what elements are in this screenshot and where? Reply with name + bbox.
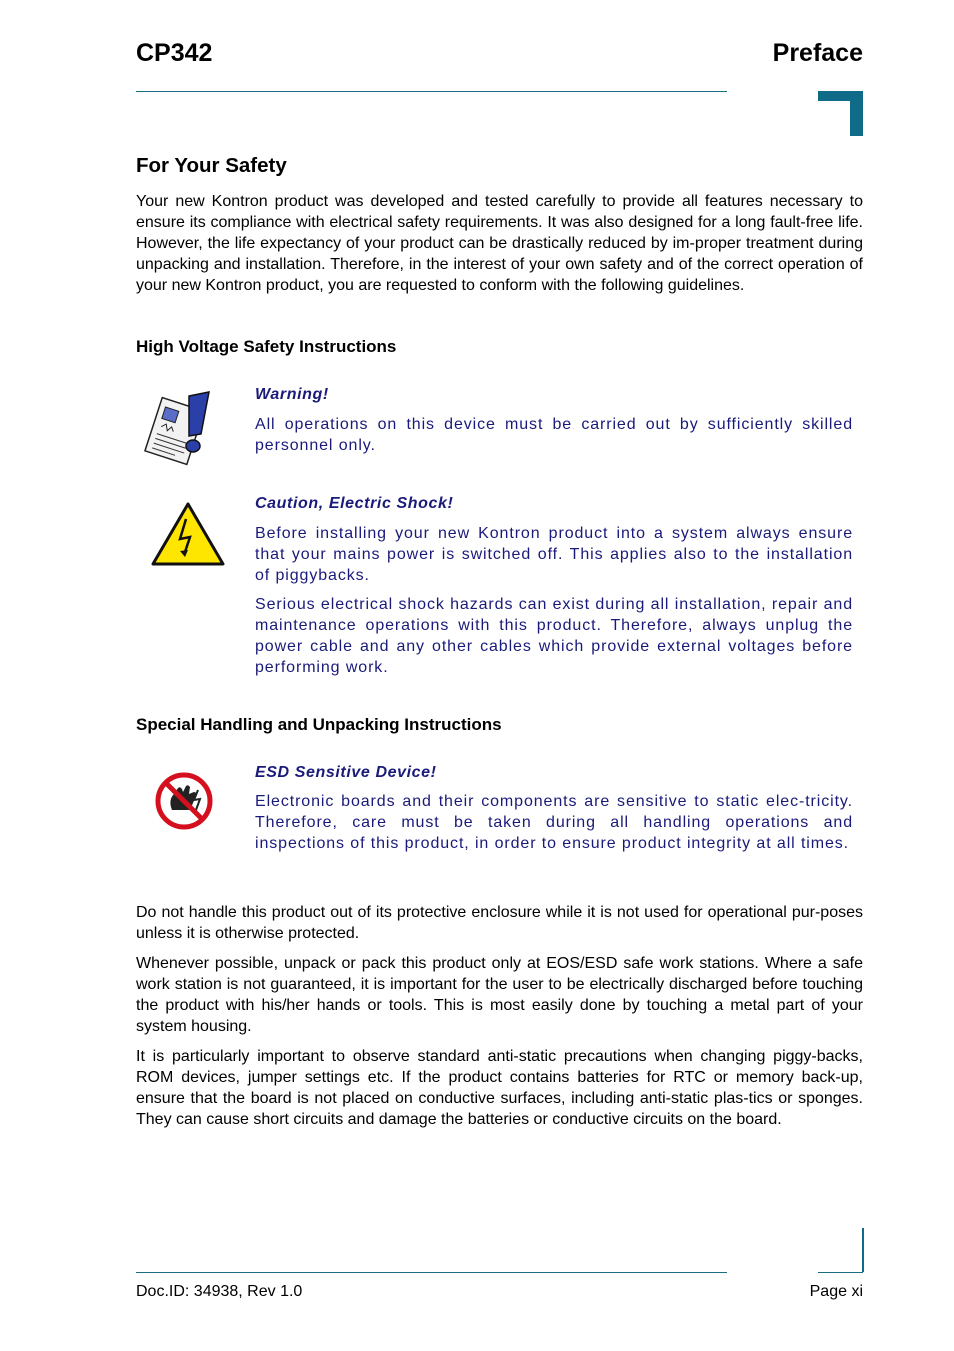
footer-page-number: Page xi: [809, 1283, 863, 1300]
warning-document-icon: [143, 388, 221, 468]
esd-prohibited-icon: [154, 770, 214, 832]
handling-paragraph-2: Whenever possible, unpack or pack this product only at EOS/ESD safe work stations. Where a safe work station is not guaranteed, it is important for the user to be electrically discharged before touching the product with his/her hands or tools. This is most easily done by touching a metal part of your system housing.: [136, 955, 863, 1035]
special-handling-heading: Special Handling and Unpacking Instructions: [136, 715, 502, 734]
handling-paragraph-1: Do not handle this product out of its protective enclosure while it is not used for operational pur-poses unless it is otherwise protected.: [136, 904, 863, 942]
esd-text: Electronic boards and their components are sensitive to static elec-tricity. Therefore, care must be taken during all handling operations and inspections of this product, in order to ensure product integrity at all times.: [255, 793, 853, 852]
header-corner-mark-vertical: [850, 91, 863, 136]
header-rule: [136, 91, 727, 92]
footer-rule-right: [818, 1272, 863, 1273]
intro-paragraph: Your new Kontron product was developed and tested carefully to provide all features necessary to ensure its compliance with electrical safety requirements. It was also designed for a long fault-free life. However, the life expectancy of your product can be drastically reduced by im-proper treatment during unpacking and installation. Therefore, in the interest of your own safety and of the correct operation of your new Kontron product, you are requested to conform with the following guidelines.: [136, 193, 863, 294]
document-title: CP342: [136, 39, 213, 67]
caution-text-2: Serious electrical shock hazards can exist during all installation, repair and maintenance operations with this product. Therefore, always unplug the power cable and any other cables which provide external voltages before performing work.: [255, 596, 853, 676]
footer-corner-mark: [862, 1228, 864, 1272]
warning-title: Warning!: [255, 386, 329, 403]
caution-text-1: Before installing your new Kontron product into a system always ensure that your mains power is switched off. This applies also to the installation of piggybacks.: [255, 525, 853, 584]
high-voltage-heading: High Voltage Safety Instructions: [136, 337, 397, 356]
warning-text: All operations on this device must be carried out by sufficiently skilled personnel only.: [255, 416, 853, 454]
page-heading: For Your Safety: [136, 154, 287, 177]
footer-rule: [136, 1272, 727, 1273]
electric-shock-icon: [150, 501, 226, 567]
footer-doc-id: Doc.ID: 34938, Rev 1.0: [136, 1283, 303, 1300]
section-title: Preface: [772, 39, 863, 67]
esd-title: ESD Sensitive Device!: [255, 764, 437, 781]
handling-paragraph-3: It is particularly important to observe standard anti-static precautions when changing piggy-backs, ROM devices, jumper settings etc. If the product contains batteries for RTC or memory back-up, ensure that the board is not placed on conductive surfaces, including anti-static plas-tics or sponges. They can cause short circuits and damage the batteries or conductive circuits on the board.: [136, 1048, 863, 1128]
caution-title: Caution, Electric Shock!: [255, 495, 454, 512]
